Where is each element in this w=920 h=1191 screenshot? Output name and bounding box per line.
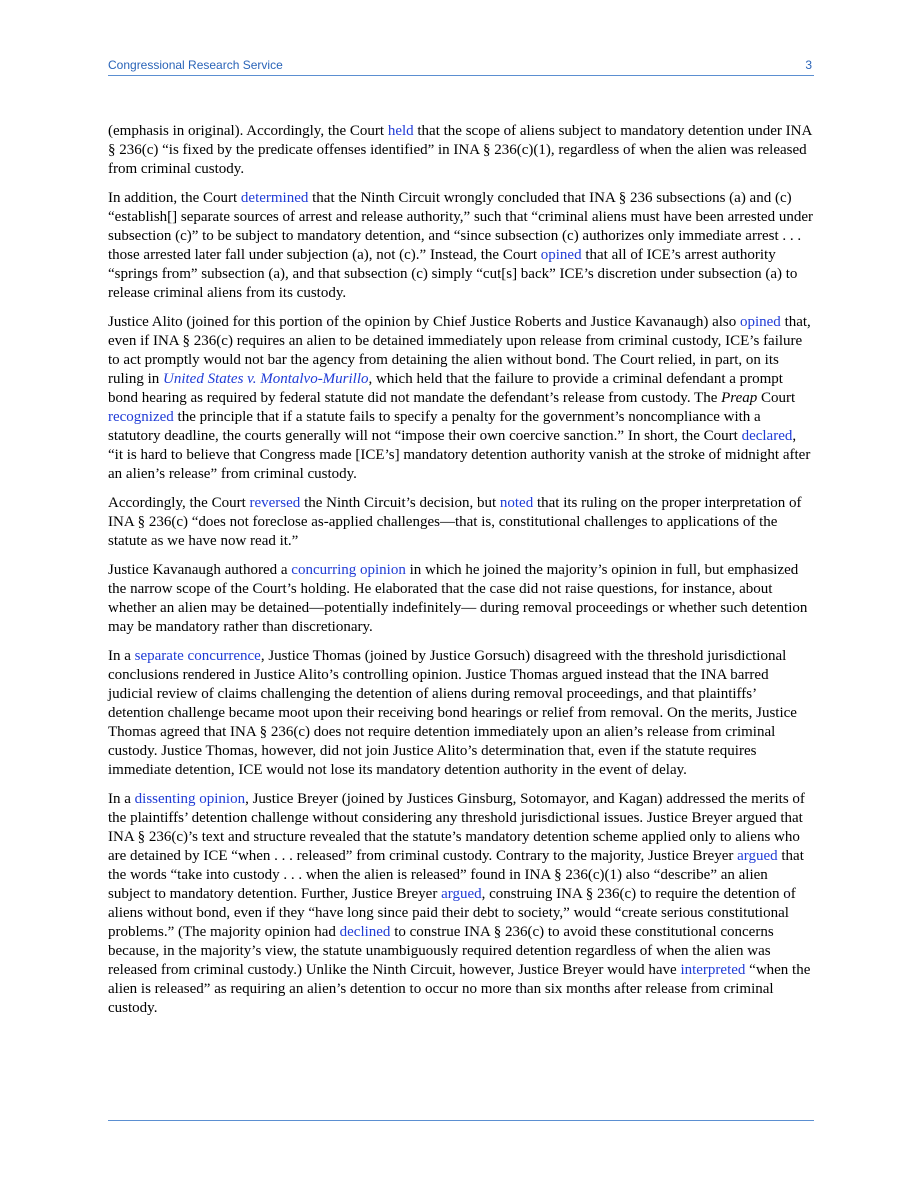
paragraph-3 xyxy=(108,313,814,484)
body-text: that the Ninth Circuit wrongly concluded that INA § 236 subsections (a) and (c) “establish[] separate sources of arrest and release authority,” such that “criminal aliens must have been arrested under subsection (c)” to be subject to mandatory detention, and “since subsection (c) authorizes only immediate arrest . . . those arrested later fall under subjection (a), not (c).” Instead, the Court xyxy=(108,190,813,263)
body-text: , construing INA § 236(c) to require the detention of aliens without bond, even if they “have long since paid their debt to society,” would “create serious constitutional problems.” (The majority opinion had xyxy=(108,886,796,940)
body-text: in which he joined the majority’s opinion in full, but emphasized the narrow scope of the Court’s holding. He elaborated that the case did not raise questions, for instance, about whether an alien may be detained—potentially indefinitely— during removal proceedings or whether such detention may be mandatory rather than discretionary. xyxy=(108,562,808,635)
body-text: the principle that if a statute fails to specify a penalty for the government’s noncompliance with a statutory deadline, the courts generally will not “impose their own coercive sanction.” In short, the Court xyxy=(108,409,761,444)
body-text: Accordingly, the Court xyxy=(108,495,250,511)
citation-link[interactable]: held xyxy=(387,123,414,139)
paragraph-6 xyxy=(108,647,814,780)
body-text: In a xyxy=(108,791,135,807)
citation-link[interactable]: argued xyxy=(441,886,482,902)
body-text: that all of ICE’s arrest authority “springs from” subsection (a), and that subsection (c) simply “cut[s] back” ICE’s discretion under subsection (a) to release criminal aliens from its custody. xyxy=(108,247,798,301)
body-text: to construe INA § 236(c) to avoid these constitutional concerns because, in the majority’s view, the statute unambiguously required detention regardless of when the alien was released from criminal custody.) Unlike the Ninth Circuit, however, Justice Breyer would have xyxy=(108,924,774,978)
citation-link[interactable]: interpreted xyxy=(680,962,746,978)
citation-link[interactable]: separate concurrence xyxy=(134,648,261,664)
body-text: Justice Kavanaugh authored a xyxy=(108,562,292,578)
body-text: that the words “take into custody . . . when the alien is released” found in INA § 236(c)(1) also “describe” an alien subject to mandatory detention. Further, Justice Breyer xyxy=(108,848,804,902)
citation-link[interactable]: dissenting opinion xyxy=(134,791,246,807)
citation-link[interactable]: United States v. Montalvo-Murillo xyxy=(163,371,369,387)
body-text: , “it is hard to believe that Congress made [ICE’s] mandatory detention authority vanish at the stroke of midnight after an alien’s release” from criminal custody. xyxy=(108,428,811,482)
page-header xyxy=(108,57,814,76)
body-text: Justice Alito (joined for this portion of the opinion by Chief Justice Roberts and Justice Kavanaugh) also xyxy=(108,314,740,330)
paragraph-5 xyxy=(108,561,814,637)
body-text: , Justice Breyer (joined by Justices Ginsburg, Sotomayor, and Kagan) addressed the merits of the plaintiffs’ detention challenge without considering any threshold jurisdictional issues. Justice Breyer argued that INA § 236(c)’s text and structure revealed that the statute’s mandatory detention scheme applied only to aliens who are detained by ICE “when . . . released” from criminal custody. Contrary to the majority, Justice Breyer xyxy=(108,791,805,864)
citation-link[interactable]: declined xyxy=(339,924,391,940)
body-text: that its ruling on the proper interpretation of INA § 236(c) “does not foreclose as-applied challenges—that is, constitutional challenges to applications of the statute as we have now read it.” xyxy=(108,495,802,549)
body-text: “when the alien is released” as requiring an alien’s detention to occur no more than six months after release from criminal custody. xyxy=(108,962,811,1016)
citation-link[interactable]: noted xyxy=(499,495,534,511)
body-text: that, even if INA § 236(c) requires an alien to be detained immediately upon release from criminal custody, ICE’s failure to act promptly would not bar the agency from detaining the alien without bond. The Court relied, in part, on its ruling in xyxy=(108,314,811,387)
page-number: 3 xyxy=(805,58,812,72)
publisher-name: Congressional Research Service xyxy=(108,58,283,72)
citation-link[interactable]: opined xyxy=(739,314,781,330)
paragraph-2 xyxy=(108,189,814,303)
body-text: the Ninth Circuit’s decision, but xyxy=(300,495,500,511)
paragraph-1 xyxy=(108,122,814,179)
citation-link[interactable]: argued xyxy=(737,848,778,864)
citation-link[interactable]: reversed xyxy=(249,495,301,511)
citation-link[interactable]: recognized xyxy=(108,409,174,425)
citation-link[interactable]: determined xyxy=(240,190,309,206)
body-text: , which held that the failure to provide a criminal defendant a prompt bond hearing as required by federal statute did not mandate the defendant’s release from custody. The xyxy=(108,371,783,406)
document-body xyxy=(108,122,814,1028)
body-text: In a xyxy=(108,648,135,664)
citation-link[interactable]: concurring opinion xyxy=(291,562,406,578)
paragraph-4 xyxy=(108,494,814,551)
body-text: , Justice Thomas (joined by Justice Gorsuch) disagreed with the threshold jurisdictional conclusions rendered in Justice Alito’s controlling opinion. Justice Thomas argued instead that the INA barred judicial review of claims challenging the detention of aliens during removal proceedings, and that plaintiffs’ detention challenge became moot upon their receiving bond hearings or relief from removal. On the merits, Justice Thomas agreed that INA § 236(c) does not require detention immediately upon an alien’s release from criminal custody. Justice Thomas, however, did not join Justice Alito’s determination that, even if the statute requires immediate detention, ICE would not lose its mandatory detention authority in the event of delay. xyxy=(108,648,797,778)
body-text: (emphasis in original). Accordingly, the Court xyxy=(108,123,388,139)
citation-link[interactable]: declared xyxy=(741,428,793,444)
footer-divider xyxy=(108,1120,814,1121)
body-text: Court xyxy=(757,390,796,406)
body-text: that the scope of aliens subject to mandatory detention under INA § 236(c) “is fixed by the predicate offenses identified” in INA § 236(c)(1), regardless of when the alien was released from criminal custody. xyxy=(108,123,812,177)
body-text: In addition, the Court xyxy=(108,190,241,206)
paragraph-7 xyxy=(108,790,814,1018)
italic-text: Preap xyxy=(721,390,758,406)
citation-link[interactable]: opined xyxy=(540,247,582,263)
